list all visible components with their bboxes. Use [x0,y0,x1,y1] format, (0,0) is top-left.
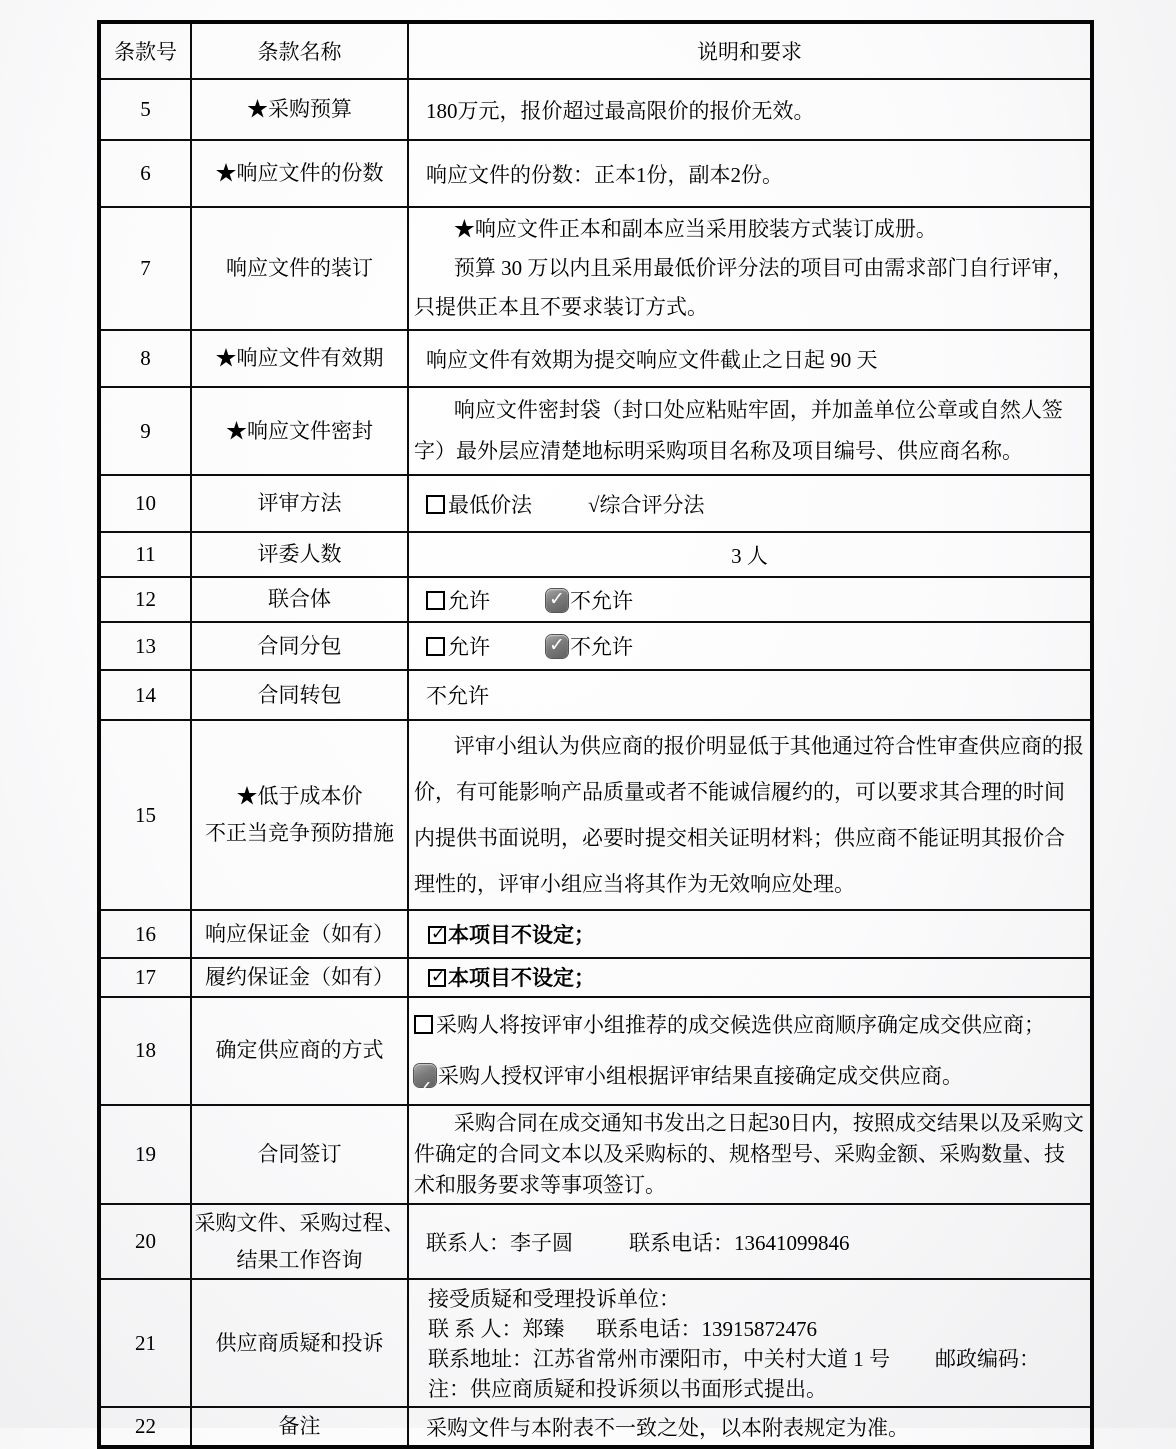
clause-number: 16 [99,910,191,958]
paragraph [426,680,1082,710]
col-header-clause-name: 条款名称 [191,22,408,79]
paragraph [414,1108,1084,1201]
paragraph [414,723,1084,907]
checkbox-checked-black-icon [428,926,446,944]
clause-name-cell [191,720,408,910]
clause-name-cell [191,1279,408,1407]
checkbox-checked-black-icon [428,969,446,987]
clause-name-line: 供应商质疑和投诉 [215,1330,384,1355]
clause-row [99,79,1092,140]
clause-name-cell [191,387,408,475]
text-run: 注：供应商质疑和投诉须以书面形式提出。 [428,1377,827,1402]
clause-name-line: 评审方法 [257,491,342,516]
clause-row [99,475,1092,532]
paragraph [428,962,1082,992]
clause-name-cell [191,577,408,622]
clause-number: 15 [99,720,191,910]
clause-name-line: ★响应文件密封 [226,418,373,443]
clause-name-cell [191,910,408,958]
clause-requirements-cell [408,958,1092,997]
text-run: 邮政编码： [935,1347,1040,1372]
clause-number: 5 [99,79,191,140]
col-header-clause-no: 条款号 [99,22,191,79]
clause-requirements-cell [408,475,1092,532]
checkbox-unchecked-icon [414,1015,433,1034]
clause-row [99,330,1092,387]
clause-name-cell [191,958,408,997]
clause-requirements-cell [408,79,1092,140]
clause-row [99,622,1092,670]
clause-name-line: 备注 [278,1414,321,1439]
clause-requirements-cell [408,1279,1092,1407]
clause-requirements-cell [408,387,1092,475]
clause-name-cell [191,622,408,670]
clause-requirements-cell [408,532,1092,577]
clause-row [99,140,1092,207]
text-run: √综合评分法 [588,492,705,517]
clause-row [99,1105,1092,1204]
clause-name-cell [191,670,408,720]
paragraph [414,1000,1084,1051]
clause-row [99,207,1092,330]
paragraph [426,159,1082,189]
text-run: 3 人 [731,543,768,568]
text-run: 响应文件有效期为提交响应文件截止之日起 90 天 [426,347,878,372]
clause-number: 9 [99,387,191,475]
text-run: 最低价法 [448,492,532,517]
clause-row [99,958,1092,997]
clause-requirements-cell [408,997,1092,1105]
paragraph [426,585,1082,615]
clause-number: 7 [99,207,191,330]
clause-name-cell [191,330,408,387]
text-run: 180万元，报价超过最高限价的报价无效。 [426,98,815,123]
checkbox-checked-gray-icon [414,1064,436,1087]
clause-name-line: ★采购预算 [247,97,352,122]
clause-requirements-cell [408,670,1092,720]
checkbox-unchecked-icon [426,637,445,656]
checkbox-unchecked-icon [426,495,445,514]
clause-number: 18 [99,997,191,1105]
clause-number: 22 [99,1407,191,1447]
clause-name-cell [191,532,408,577]
clause-row [99,387,1092,475]
text-run: 响应文件的份数：正本1份，副本2份。 [426,162,783,187]
clause-number: 13 [99,622,191,670]
text-run: 允许 [448,635,490,659]
clause-number: 14 [99,670,191,720]
clause-name-line: ★低于成本价 [236,784,363,809]
clause-row [99,910,1092,958]
header-row [99,22,1092,79]
clause-row [99,997,1092,1105]
paragraph [428,1344,1084,1374]
clause-row [99,532,1092,577]
paragraph [414,210,1084,249]
text-run: 预算 30 万以内且采用最低价评分法的项目可由需求部门自行评审，只提供正本且不要求装订方式。 [414,256,1074,319]
clause-row [99,720,1092,910]
text-run: 联系电话：13641099846 [629,1230,850,1255]
clause-name-line: 响应保证金（如有） [205,921,394,946]
clause-number: 8 [99,330,191,387]
clause-requirements-cell [408,207,1092,330]
paragraph [428,1314,1084,1344]
paragraph [428,1374,1084,1404]
text-run: 联系电话：13915872476 [596,1317,817,1342]
clause-requirements-cell [408,910,1092,958]
clause-name-line: 结果工作咨询 [236,1247,363,1272]
text-run: 本项目不设定； [448,923,595,947]
clause-row [99,1279,1092,1407]
clause-number: 11 [99,532,191,577]
clause-row [99,577,1092,622]
clause-number: 20 [99,1204,191,1280]
clause-name-line: ★响应文件有效期 [215,346,384,371]
clause-name-cell [191,475,408,532]
paragraph [426,631,1082,661]
clause-name-cell [191,1105,408,1204]
clause-number: 10 [99,475,191,532]
paragraph [426,1227,1082,1257]
clauses-table [97,20,1094,1449]
checkbox-checked-gray-icon [546,589,568,612]
text-run: 接受质疑和受理投诉单位： [428,1287,680,1312]
clause-name-line: 履约保证金（如有） [205,965,394,989]
text-run: 不允许 [570,635,633,659]
clause-requirements-cell [408,330,1092,387]
paragraph [409,540,1090,570]
text-run: 评审小组认为供应商的报价明显低于其他通过符合性审查供应商的报价，有可能影响产品质量或者不能诚信履约的，可以要求其合理的时间内提供书面说明，必要时提交相关证明材料；供应商不能证明其报价合理性的，评审小组应当将其作为无效响应处理。 [414,734,1084,896]
paragraph [414,390,1084,472]
paragraph [426,344,1082,374]
paragraph [428,919,1082,949]
clause-name-line: 联合体 [268,587,331,612]
clause-requirements-cell [408,1407,1092,1447]
text-run: 联系人：李子圆 [426,1230,573,1255]
text-run: 采购人授权评审小组根据评审结果直接确定成交供应商。 [438,1063,963,1088]
clause-name-line: 合同签订 [257,1141,342,1166]
text-run: 采购文件与本附表不一致之处，以本附表规定为准。 [426,1415,909,1440]
clause-requirements-cell [408,577,1092,622]
text-run: ★响应文件正本和副本应当采用胶装方式装订成册。 [453,217,937,241]
text-run: 联 系 人：郑臻 [428,1317,565,1342]
text-run: 响应文件密封袋（封口处应粘贴牢固，并加盖单位公章或自然人签字）最外层应清楚地标明采购项目名称及项目编号、供应商名称。 [414,398,1063,463]
clause-row [99,1407,1092,1447]
clause-name-cell [191,140,408,207]
clause-requirements-cell [408,140,1092,207]
clause-row [99,670,1092,720]
clause-number: 6 [99,140,191,207]
col-header-requirements: 说明和要求 [408,22,1092,79]
clause-requirements-cell [408,622,1092,670]
clause-name-line: 合同分包 [257,633,342,658]
clause-requirements-cell [408,1204,1092,1280]
clause-name-cell [191,79,408,140]
checkbox-checked-gray-icon [546,635,568,658]
clause-name-line: 合同转包 [257,682,342,707]
paragraph [414,249,1084,327]
clause-requirements-cell [408,720,1092,910]
paragraph [426,1412,1082,1442]
clause-name-line: ★响应文件的份数 [215,161,384,186]
clause-number: 21 [99,1279,191,1407]
text-run: 联系地址：江苏省常州市溧阳市，中关村大道 1 号 [428,1347,890,1372]
clause-number: 12 [99,577,191,622]
paragraph [426,95,1082,125]
clause-name-line: 响应文件的装订 [226,256,373,281]
clause-requirements-cell [408,1105,1092,1204]
paragraph [428,1284,1084,1314]
text-run: 采购人将按评审小组推荐的成交候选供应商顺序确定成交供应商； [436,1012,1045,1037]
clause-name-cell [191,997,408,1105]
clause-row [99,1204,1092,1280]
paragraph [414,1051,1084,1102]
clause-name-cell [191,1204,408,1280]
clause-name-line: 确定供应商的方式 [215,1038,384,1063]
checkbox-unchecked-icon [426,591,445,610]
clause-name-cell [191,207,408,330]
text-run: 不允许 [570,588,633,613]
text-run: 不允许 [426,684,489,708]
clause-name-line: 评委人数 [257,542,342,567]
clause-name-line: 不正当竞争预防措施 [205,821,394,845]
clause-name-cell [191,1407,408,1447]
paragraph [426,489,1082,519]
clause-number: 17 [99,958,191,997]
text-run: 本项目不设定； [448,966,595,991]
clause-number: 19 [99,1105,191,1204]
text-run: 允许 [448,588,490,613]
text-run: 采购合同在成交通知书发出之日起30日内，按照成交结果以及采购文件确定的合同文本以及采购标的、规格型号、采购金额、采购数量、技术和服务要求等事项签订。 [414,1110,1084,1197]
clause-name-line: 采购文件、采购过程、 [194,1210,405,1235]
